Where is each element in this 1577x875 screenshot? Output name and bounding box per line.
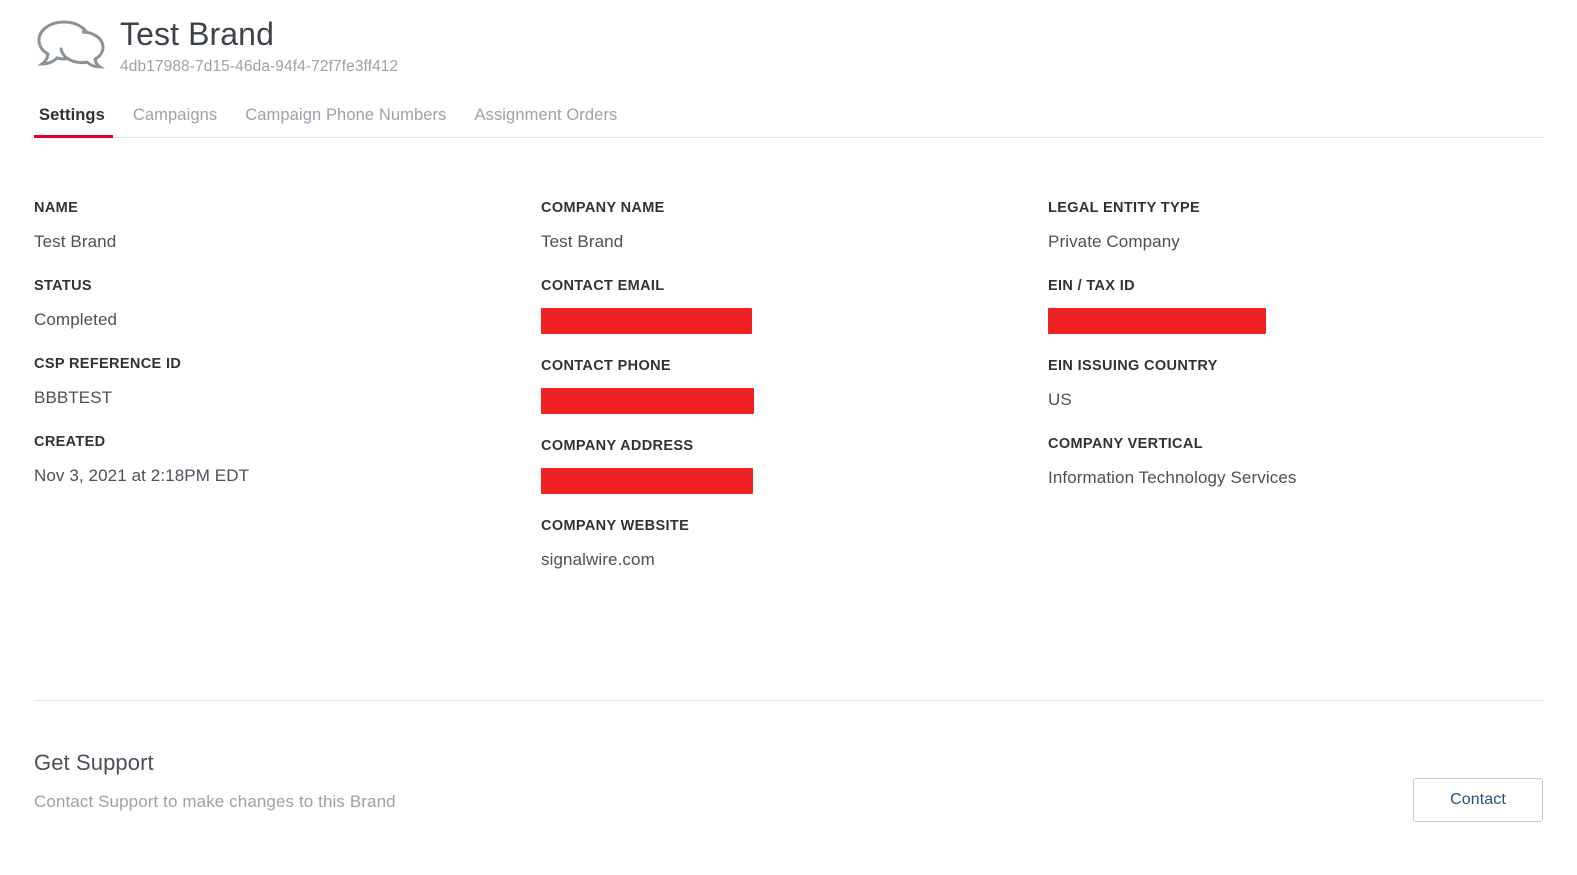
field-label: COMPANY ADDRESS <box>541 438 694 454</box>
field-company-website <box>541 516 1048 572</box>
tab-settings[interactable]: Settings <box>34 106 119 137</box>
details-column-2 <box>541 198 1048 594</box>
status-badge: Completed <box>34 310 118 329</box>
field-label: STATUS <box>34 278 92 294</box>
field-value: Nov 3, 2021 at 2:18PM EDT <box>34 466 250 485</box>
field-legal-entity-type <box>1048 198 1543 254</box>
field-status <box>34 276 541 332</box>
details-column-3 <box>1048 198 1543 594</box>
field-contact-email <box>541 276 1048 334</box>
field-value-redacted <box>541 388 1048 414</box>
get-support-section <box>34 748 1543 822</box>
support-title: Get Support <box>34 750 154 775</box>
field-value: signalwire.com <box>541 550 655 569</box>
support-text-group <box>34 748 396 814</box>
field-label: CSP REFERENCE ID <box>34 356 182 372</box>
field-company-address <box>541 436 1048 494</box>
field-value-redacted <box>1048 308 1543 334</box>
field-label: CONTACT PHONE <box>541 358 671 374</box>
tab-assignment-orders[interactable]: Assignment Orders <box>474 106 618 124</box>
support-subtitle: Contact Support to make changes to this Brand <box>34 792 396 811</box>
redaction-bar <box>541 388 754 414</box>
field-value: Test Brand <box>34 232 117 251</box>
tab-campaigns[interactable]: Campaigns <box>132 106 218 124</box>
field-label: COMPANY NAME <box>541 200 665 216</box>
details-column-1 <box>34 198 541 594</box>
tab-campaign-phone-numbers[interactable]: Campaign Phone Numbers <box>245 106 447 124</box>
field-label: COMPANY WEBSITE <box>541 518 690 534</box>
header-text-group <box>106 12 398 78</box>
field-ein-issuing-country <box>1048 356 1543 412</box>
section-divider <box>34 700 1543 701</box>
field-csp-reference-id <box>34 354 541 410</box>
field-value: Information Technology Services <box>1048 468 1297 487</box>
field-created <box>34 432 541 488</box>
brand-details-grid <box>34 198 1543 594</box>
contact-button[interactable]: Contact <box>1413 778 1543 822</box>
field-label: CREATED <box>34 434 106 450</box>
page-title: Test Brand <box>120 16 274 52</box>
field-ein-tax-id <box>1048 276 1543 334</box>
field-value: BBBTEST <box>34 388 113 407</box>
field-label: CONTACT EMAIL <box>541 278 665 294</box>
field-value-redacted <box>541 308 1048 334</box>
field-company-vertical <box>1048 434 1543 490</box>
field-value: US <box>1048 390 1072 409</box>
chat-bubbles-icon <box>34 16 106 76</box>
page-header <box>0 0 1577 78</box>
redaction-bar <box>1048 308 1266 334</box>
field-label: EIN ISSUING COUNTRY <box>1048 358 1218 374</box>
field-value: Private Company <box>1048 232 1180 251</box>
field-value: Test Brand <box>541 232 624 251</box>
field-company-name <box>541 198 1048 254</box>
field-value-redacted <box>541 468 1048 494</box>
brand-id: 4db17988-7d15-46da-94f4-72f7fe3ff412 <box>120 58 399 75</box>
field-name <box>34 198 541 254</box>
field-contact-phone <box>541 356 1048 414</box>
redaction-bar <box>541 308 752 334</box>
redaction-bar <box>541 468 753 494</box>
field-label: LEGAL ENTITY TYPE <box>1048 200 1201 216</box>
field-label: NAME <box>34 200 79 216</box>
tab-bar <box>34 98 1543 138</box>
field-label: EIN / TAX ID <box>1048 278 1135 294</box>
field-label: COMPANY VERTICAL <box>1048 436 1203 452</box>
